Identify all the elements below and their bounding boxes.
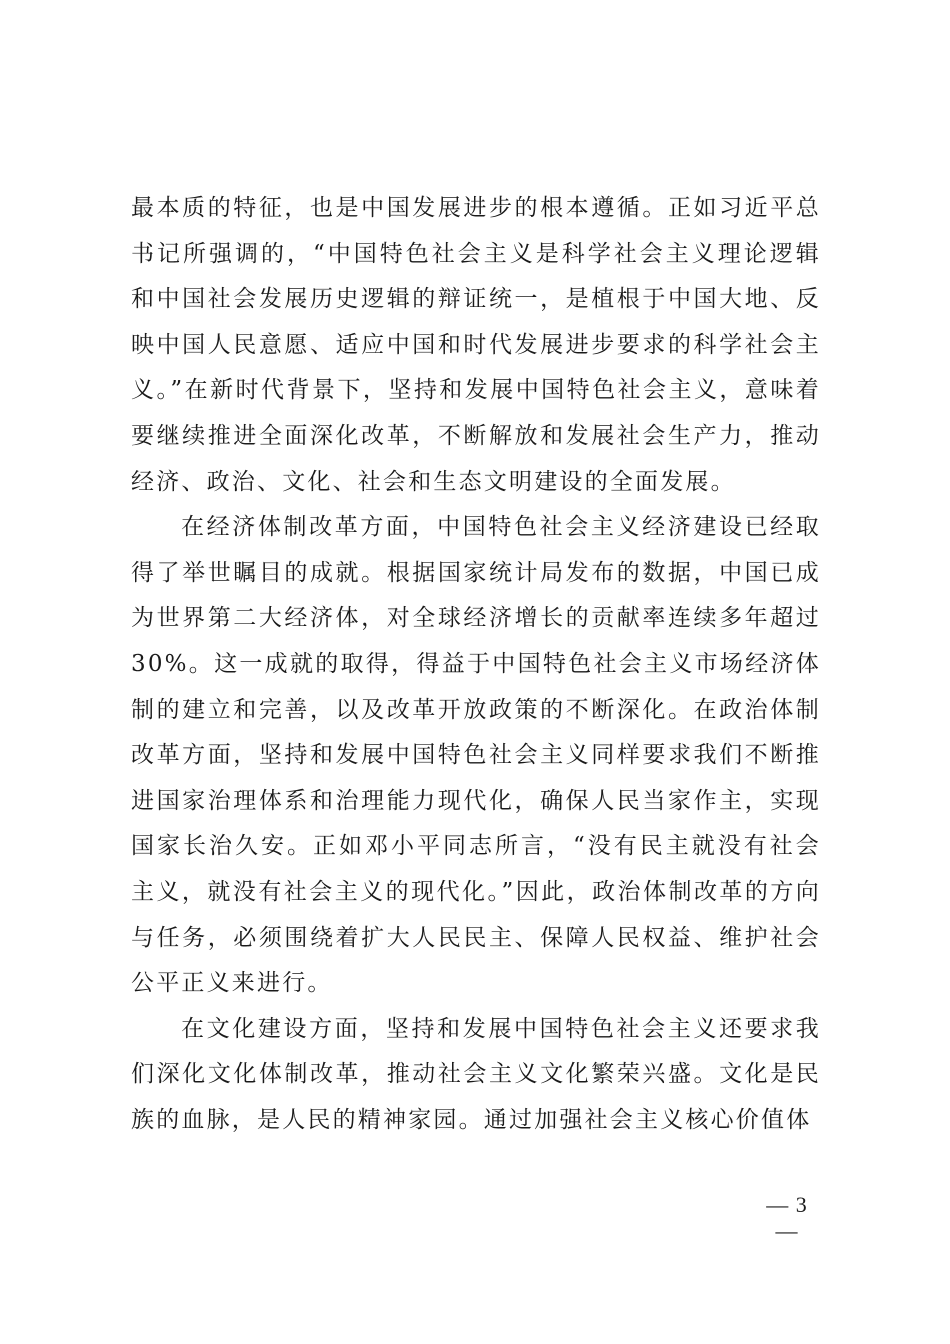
paragraph-cultural-construction: 在文化建设方面，坚持和发展中国特色社会主义还要求我们深化文化体制改革，推动社会主义文化繁荣兴盛。文化是民族的血脉，是人民的精神家园。通过加强社会主义核心价值体: [131, 1015, 821, 1133]
paragraph-economic-reform: 在经济体制改革方面，中国特色社会主义经济建设已经取得了举世瞩目的成就。根据国家统计局发布的数据，中国已成为世界第二大经济体，对全球经济增长的贡献率连续多年超过30%。这一成就的取得，得益于中国特色社会主义市场经济体制的建立和完善，以及改革开放政策的不断深化。在政治体制改革方面，坚持和发展中国特色社会主义同样要求我们不断推进国家治理体系和治理能力现代化，确保人民当家作主，实现国家长治久安。正如邓小平同志所言，“没有民主就没有社会主义，就没有社会主义的现代化。”因此，政治体制改革的方向与任务，必须围绕着扩大人民民主、保障人民权益、维护社会公平正义来进行。: [131, 514, 821, 997]
page-number: — 3 —: [766, 1192, 808, 1243]
paragraph-continued: 最本质的特征，也是中国发展进步的根本遵循。正如习近平总书记所强调的，“中国特色社会主义是科学社会主义理论逻辑和中国社会发展历史逻辑的辩证统一，是植根于中国大地、反映中国人民意愿、适应中国和时代发展进步要求的科学社会主义。”在新时代背景下，坚持和发展中国特色社会主义，意味着要继续推进全面深化改革，不断解放和发展社会生产力，推动经济、政治、文化、社会和生态文明建设的全面发展。: [131, 195, 821, 495]
body-text: [131, 186, 821, 1143]
